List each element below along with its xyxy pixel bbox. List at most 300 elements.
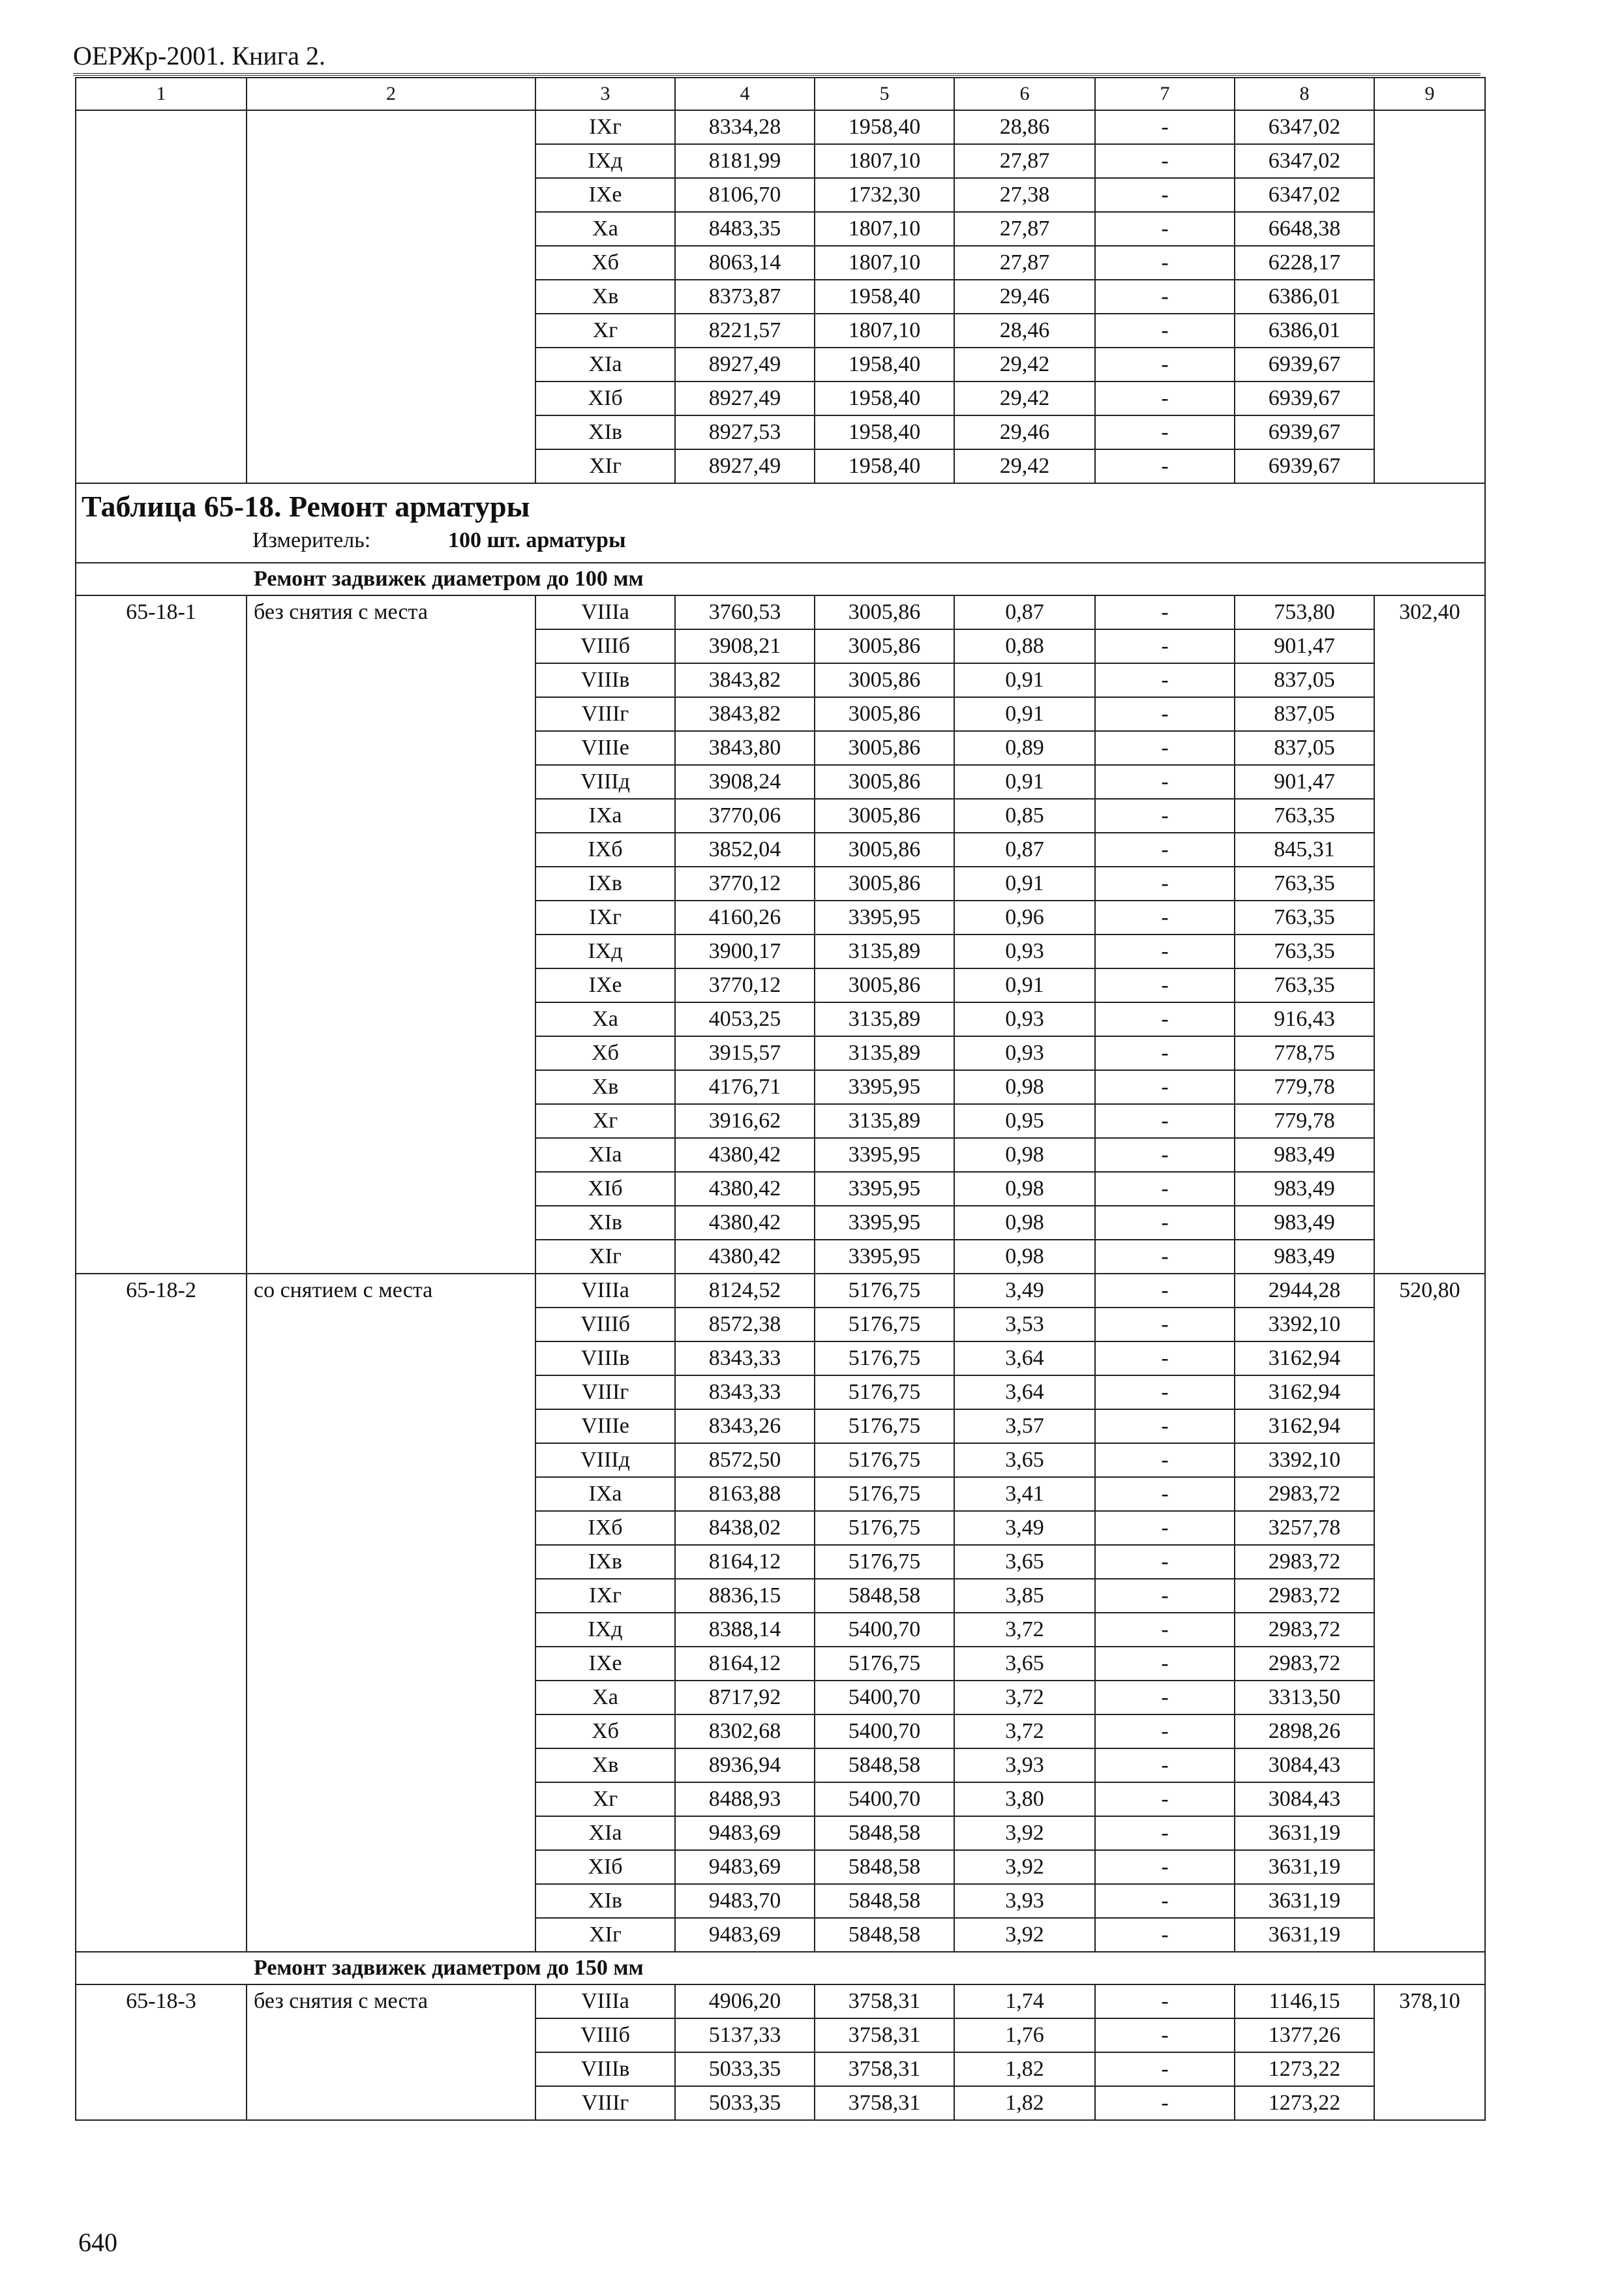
table-row [76, 2086, 1485, 2120]
rate-code [76, 449, 247, 483]
work-name [247, 1647, 535, 1681]
machinist-wages: - [1095, 1477, 1235, 1511]
rate-code [76, 799, 247, 833]
work-name [247, 1579, 535, 1613]
machinist-wages: - [1095, 1138, 1235, 1172]
total-cost: 3770,06 [675, 799, 815, 833]
labor-wages: 3135,89 [815, 1104, 954, 1138]
table-row [76, 1036, 1485, 1070]
machine-operation: 0,95 [954, 1104, 1095, 1138]
materials-cost: 2983,72 [1235, 1647, 1374, 1681]
labor-hours [1374, 799, 1485, 833]
table-row [76, 595, 1485, 629]
table-row [76, 697, 1485, 731]
machinist-wages: - [1095, 663, 1235, 697]
machine-operation: 0,93 [954, 1036, 1095, 1070]
zone-class: Xв [535, 280, 675, 314]
materials-cost: 3162,94 [1235, 1409, 1374, 1443]
zone-class: IXд [535, 935, 675, 968]
materials-cost: 2983,72 [1235, 1613, 1374, 1647]
labor-wages: 3758,31 [815, 2018, 954, 2052]
materials-cost: 6386,01 [1235, 314, 1374, 348]
work-name [247, 1375, 535, 1409]
table-row [76, 1884, 1485, 1918]
total-cost: 8488,93 [675, 1782, 815, 1816]
work-name [247, 382, 535, 415]
machinist-wages: - [1095, 901, 1235, 935]
labor-hours [1374, 1477, 1485, 1511]
zone-class: XIг [535, 1240, 675, 1274]
zone-class: XIб [535, 1172, 675, 1206]
rate-code [76, 1545, 247, 1579]
zone-class: Xа [535, 1681, 675, 1714]
table-row [76, 1850, 1485, 1884]
labor-hours [1374, 1918, 1485, 1952]
materials-cost: 3631,19 [1235, 1884, 1374, 1918]
rate-code [76, 1138, 247, 1172]
machine-operation: 28,46 [954, 314, 1095, 348]
labor-hours [1374, 1511, 1485, 1545]
labor-hours [1374, 1409, 1485, 1443]
table-row [76, 1206, 1485, 1240]
labor-hours [1374, 1308, 1485, 1341]
machine-operation: 3,49 [954, 1274, 1095, 1308]
zone-class: VIIIа [535, 595, 675, 629]
zone-class: XIа [535, 1138, 675, 1172]
labor-wages: 3395,95 [815, 1138, 954, 1172]
work-name [247, 935, 535, 968]
materials-cost: 6939,67 [1235, 415, 1374, 449]
materials-cost: 983,49 [1235, 1172, 1374, 1206]
machinist-wages: - [1095, 280, 1235, 314]
table-row [76, 280, 1485, 314]
work-name [247, 1172, 535, 1206]
table-row [76, 1172, 1485, 1206]
zone-class: IXг [535, 901, 675, 935]
table-row [76, 1816, 1485, 1850]
labor-hours [1374, 1545, 1485, 1579]
table-row [76, 968, 1485, 1002]
col-header: 1 [76, 78, 247, 110]
work-name [247, 901, 535, 935]
zone-class: IXв [535, 1545, 675, 1579]
materials-cost: 3631,19 [1235, 1816, 1374, 1850]
machine-operation: 3,93 [954, 1748, 1095, 1782]
table-row [76, 348, 1485, 382]
zone-class: Xб [535, 1036, 675, 1070]
materials-cost: 778,75 [1235, 1036, 1374, 1070]
labor-hours [1374, 1579, 1485, 1613]
table-row [76, 1647, 1485, 1681]
work-name [247, 314, 535, 348]
machinist-wages: - [1095, 382, 1235, 415]
machine-operation: 0,98 [954, 1206, 1095, 1240]
table-row [76, 1341, 1485, 1375]
labor-wages: 3005,86 [815, 629, 954, 663]
work-name [247, 799, 535, 833]
labor-wages: 5176,75 [815, 1545, 954, 1579]
work-name [247, 144, 535, 178]
table-row [76, 382, 1485, 415]
labor-hours [1374, 246, 1485, 280]
work-name [247, 1477, 535, 1511]
materials-cost: 2898,26 [1235, 1714, 1374, 1748]
table-row [76, 1545, 1485, 1579]
rate-code [76, 1308, 247, 1341]
table-row [76, 731, 1485, 765]
zone-class: VIIIд [535, 765, 675, 799]
machinist-wages: - [1095, 415, 1235, 449]
rate-code [76, 1375, 247, 1409]
total-cost: 8343,26 [675, 1409, 815, 1443]
labor-hours [1374, 348, 1485, 382]
total-cost: 8572,50 [675, 1443, 815, 1477]
machine-operation: 0,98 [954, 1240, 1095, 1274]
materials-cost: 6347,02 [1235, 110, 1374, 144]
zone-class: VIIIа [535, 1984, 675, 2018]
total-cost: 8181,99 [675, 144, 815, 178]
labor-wages: 3135,89 [815, 935, 954, 968]
total-cost: 9483,69 [675, 1850, 815, 1884]
labor-hours [1374, 1443, 1485, 1477]
total-cost: 3908,24 [675, 765, 815, 799]
total-cost: 3843,82 [675, 697, 815, 731]
materials-cost: 3631,19 [1235, 1918, 1374, 1952]
rate-code [76, 144, 247, 178]
table-row [76, 799, 1485, 833]
labor-wages: 5176,75 [815, 1375, 954, 1409]
labor-hours: 302,40 [1374, 595, 1485, 629]
machinist-wages: - [1095, 2086, 1235, 2120]
rate-code [76, 1341, 247, 1375]
labor-wages: 1807,10 [815, 144, 954, 178]
zone-class: VIIIе [535, 1409, 675, 1443]
total-cost: 3908,21 [675, 629, 815, 663]
machinist-wages: - [1095, 1240, 1235, 1274]
table-row [76, 1984, 1485, 2018]
work-name [247, 629, 535, 663]
labor-hours [1374, 1138, 1485, 1172]
total-cost: 8927,49 [675, 348, 815, 382]
machine-operation: 27,87 [954, 212, 1095, 246]
rate-code: 65-18-2 [76, 1274, 247, 1308]
labor-hours [1374, 314, 1485, 348]
rate-code [76, 1477, 247, 1511]
zone-class: IXе [535, 1647, 675, 1681]
machine-operation: 0,91 [954, 867, 1095, 901]
materials-cost: 3084,43 [1235, 1748, 1374, 1782]
labor-hours: 520,80 [1374, 1274, 1485, 1308]
machinist-wages: - [1095, 2052, 1235, 2086]
total-cost: 4380,42 [675, 1172, 815, 1206]
machinist-wages: - [1095, 1104, 1235, 1138]
materials-cost: 763,35 [1235, 901, 1374, 935]
labor-hours [1374, 1884, 1485, 1918]
work-name [247, 178, 535, 212]
labor-hours [1374, 280, 1485, 314]
table-row [76, 415, 1485, 449]
machine-operation: 1,82 [954, 2052, 1095, 2086]
table-row [76, 178, 1485, 212]
table-row [76, 629, 1485, 663]
labor-hours [1374, 1036, 1485, 1070]
rate-code [76, 1104, 247, 1138]
materials-cost: 763,35 [1235, 935, 1374, 968]
machinist-wages: - [1095, 1816, 1235, 1850]
rate-code [76, 867, 247, 901]
total-cost: 8438,02 [675, 1511, 815, 1545]
labor-hours [1374, 1240, 1485, 1274]
labor-wages: 3135,89 [815, 1002, 954, 1036]
labor-wages: 5176,75 [815, 1443, 954, 1477]
zone-class: Xа [535, 212, 675, 246]
materials-cost: 1377,26 [1235, 2018, 1374, 2052]
total-cost: 8302,68 [675, 1714, 815, 1748]
machinist-wages: - [1095, 1748, 1235, 1782]
machinist-wages: - [1095, 595, 1235, 629]
labor-hours [1374, 1172, 1485, 1206]
materials-cost: 779,78 [1235, 1070, 1374, 1104]
machine-operation: 0,98 [954, 1138, 1095, 1172]
machinist-wages: - [1095, 1341, 1235, 1375]
work-name [247, 968, 535, 1002]
rate-code [76, 1782, 247, 1816]
labor-wages: 3005,86 [815, 968, 954, 1002]
work-name [247, 867, 535, 901]
total-cost: 9483,69 [675, 1918, 815, 1952]
table-title: Таблица 65-18. Ремонт арматуры [82, 490, 530, 523]
running-header: ОЕРЖр-2001. Книга 2. [73, 41, 325, 70]
zone-class: VIIIв [535, 2052, 675, 2086]
materials-cost: 983,49 [1235, 1206, 1374, 1240]
total-cost: 4053,25 [675, 1002, 815, 1036]
machine-operation: 3,57 [954, 1409, 1095, 1443]
machine-operation: 0,96 [954, 901, 1095, 935]
materials-cost: 3162,94 [1235, 1375, 1374, 1409]
labor-hours [1374, 1002, 1485, 1036]
zone-class: IXв [535, 867, 675, 901]
labor-wages: 1807,10 [815, 212, 954, 246]
work-name [247, 110, 535, 144]
rate-code [76, 1002, 247, 1036]
rate-code [76, 1647, 247, 1681]
work-name: без снятия с места [247, 1984, 535, 2018]
machine-operation: 1,74 [954, 1984, 1095, 2018]
total-cost: 9483,70 [675, 1884, 815, 1918]
work-name [247, 246, 535, 280]
table-row [76, 246, 1485, 280]
work-name [247, 697, 535, 731]
machine-operation: 3,72 [954, 1714, 1095, 1748]
labor-hours [1374, 178, 1485, 212]
work-name [247, 1748, 535, 1782]
total-cost: 8572,38 [675, 1308, 815, 1341]
labor-wages: 1732,30 [815, 178, 954, 212]
total-cost: 5033,35 [675, 2086, 815, 2120]
total-cost: 5137,33 [675, 2018, 815, 2052]
materials-cost: 837,05 [1235, 697, 1374, 731]
materials-cost: 6648,38 [1235, 212, 1374, 246]
materials-cost: 2983,72 [1235, 1579, 1374, 1613]
rate-code [76, 1884, 247, 1918]
materials-cost: 763,35 [1235, 799, 1374, 833]
labor-wages: 5176,75 [815, 1511, 954, 1545]
rate-code [76, 968, 247, 1002]
total-cost: 8106,70 [675, 178, 815, 212]
table-title-block [76, 483, 1485, 563]
labor-wages: 3395,95 [815, 901, 954, 935]
col-header: 3 [535, 78, 675, 110]
labor-hours [1374, 867, 1485, 901]
machine-operation: 3,92 [954, 1816, 1095, 1850]
table-row [76, 1579, 1485, 1613]
materials-cost: 2983,72 [1235, 1545, 1374, 1579]
materials-cost: 763,35 [1235, 867, 1374, 901]
labor-hours [1374, 382, 1485, 415]
machine-operation: 27,87 [954, 246, 1095, 280]
zone-class: IXа [535, 1477, 675, 1511]
labor-hours [1374, 2018, 1485, 2052]
labor-hours [1374, 1206, 1485, 1240]
labor-wages: 5848,58 [815, 1884, 954, 1918]
labor-wages: 1958,40 [815, 382, 954, 415]
total-cost: 4380,42 [675, 1138, 815, 1172]
table-row [76, 1002, 1485, 1036]
materials-cost: 3631,19 [1235, 1850, 1374, 1884]
total-cost: 3770,12 [675, 968, 815, 1002]
machine-operation: 0,85 [954, 799, 1095, 833]
table-row [76, 1308, 1485, 1341]
machine-operation: 1,82 [954, 2086, 1095, 2120]
subsection-heading: Ремонт задвижек диаметром до 100 мм [76, 563, 1485, 595]
machine-operation: 0,87 [954, 833, 1095, 867]
machine-operation: 3,41 [954, 1477, 1095, 1511]
labor-hours [1374, 1104, 1485, 1138]
machine-operation: 3,80 [954, 1782, 1095, 1816]
machine-operation: 0,91 [954, 697, 1095, 731]
machinist-wages: - [1095, 1443, 1235, 1477]
machinist-wages: - [1095, 178, 1235, 212]
labor-hours [1374, 833, 1485, 867]
labor-wages: 5400,70 [815, 1714, 954, 1748]
materials-cost: 763,35 [1235, 968, 1374, 1002]
machinist-wages: - [1095, 110, 1235, 144]
machinist-wages: - [1095, 1036, 1235, 1070]
work-name [247, 1002, 535, 1036]
work-name [247, 1240, 535, 1274]
labor-hours [1374, 1714, 1485, 1748]
labor-hours [1374, 2052, 1485, 2086]
table-row [76, 663, 1485, 697]
total-cost: 4176,71 [675, 1070, 815, 1104]
zone-class: VIIIв [535, 663, 675, 697]
machine-operation: 28,86 [954, 110, 1095, 144]
materials-cost: 3084,43 [1235, 1782, 1374, 1816]
machinist-wages: - [1095, 1647, 1235, 1681]
machinist-wages: - [1095, 629, 1235, 663]
zone-class: XIб [535, 382, 675, 415]
rate-code [76, 1070, 247, 1104]
machinist-wages: - [1095, 1545, 1235, 1579]
page-number: 640 [78, 2228, 117, 2257]
work-name: без снятия с места [247, 595, 535, 629]
labor-hours [1374, 1748, 1485, 1782]
labor-wages: 3135,89 [815, 1036, 954, 1070]
work-name [247, 1036, 535, 1070]
zone-class: VIIIа [535, 1274, 675, 1308]
total-cost: 8334,28 [675, 110, 815, 144]
table-row [76, 765, 1485, 799]
rate-code [76, 1172, 247, 1206]
total-cost: 3770,12 [675, 867, 815, 901]
rate-code [76, 731, 247, 765]
table-row [76, 1443, 1485, 1477]
unit-value: 100 шт. арматуры [448, 528, 626, 552]
work-name [247, 663, 535, 697]
total-cost: 3916,62 [675, 1104, 815, 1138]
total-cost: 3843,82 [675, 663, 815, 697]
labor-hours [1374, 1341, 1485, 1375]
labor-wages: 1807,10 [815, 246, 954, 280]
rate-code [76, 2086, 247, 2120]
labor-hours [1374, 765, 1485, 799]
table-row [76, 901, 1485, 935]
materials-cost: 837,05 [1235, 731, 1374, 765]
rate-code [76, 178, 247, 212]
rate-code [76, 1443, 247, 1477]
work-name [247, 1918, 535, 1952]
table-row [76, 1104, 1485, 1138]
materials-cost: 1273,22 [1235, 2086, 1374, 2120]
machine-operation: 3,93 [954, 1884, 1095, 1918]
labor-hours [1374, 1647, 1485, 1681]
labor-hours [1374, 1782, 1485, 1816]
machinist-wages: - [1095, 212, 1235, 246]
materials-cost: 6939,67 [1235, 382, 1374, 415]
labor-wages: 5400,70 [815, 1613, 954, 1647]
labor-hours [1374, 1613, 1485, 1647]
machinist-wages: - [1095, 1070, 1235, 1104]
labor-wages: 3005,86 [815, 697, 954, 731]
labor-hours [1374, 415, 1485, 449]
labor-wages: 3395,95 [815, 1240, 954, 1274]
machinist-wages: - [1095, 731, 1235, 765]
rate-code [76, 2018, 247, 2052]
work-name [247, 1206, 535, 1240]
zone-class: VIIIе [535, 731, 675, 765]
materials-cost: 6347,02 [1235, 178, 1374, 212]
total-cost: 8164,12 [675, 1647, 815, 1681]
rate-code: 65-18-3 [76, 1984, 247, 2018]
table-row [76, 1511, 1485, 1545]
subsection-row [76, 563, 1485, 595]
machinist-wages: - [1095, 833, 1235, 867]
work-name: со снятием с места [247, 1274, 535, 1308]
machinist-wages: - [1095, 449, 1235, 483]
machinist-wages: - [1095, 1984, 1235, 2018]
machine-operation: 3,72 [954, 1613, 1095, 1647]
labor-wages: 5400,70 [815, 1782, 954, 1816]
machinist-wages: - [1095, 1681, 1235, 1714]
table-row [76, 1240, 1485, 1274]
materials-cost: 837,05 [1235, 663, 1374, 697]
rate-code [76, 1511, 247, 1545]
machinist-wages: - [1095, 697, 1235, 731]
total-cost: 8373,87 [675, 280, 815, 314]
labor-hours: 378,10 [1374, 1984, 1485, 2018]
table-row [76, 314, 1485, 348]
materials-cost: 3392,10 [1235, 1443, 1374, 1477]
